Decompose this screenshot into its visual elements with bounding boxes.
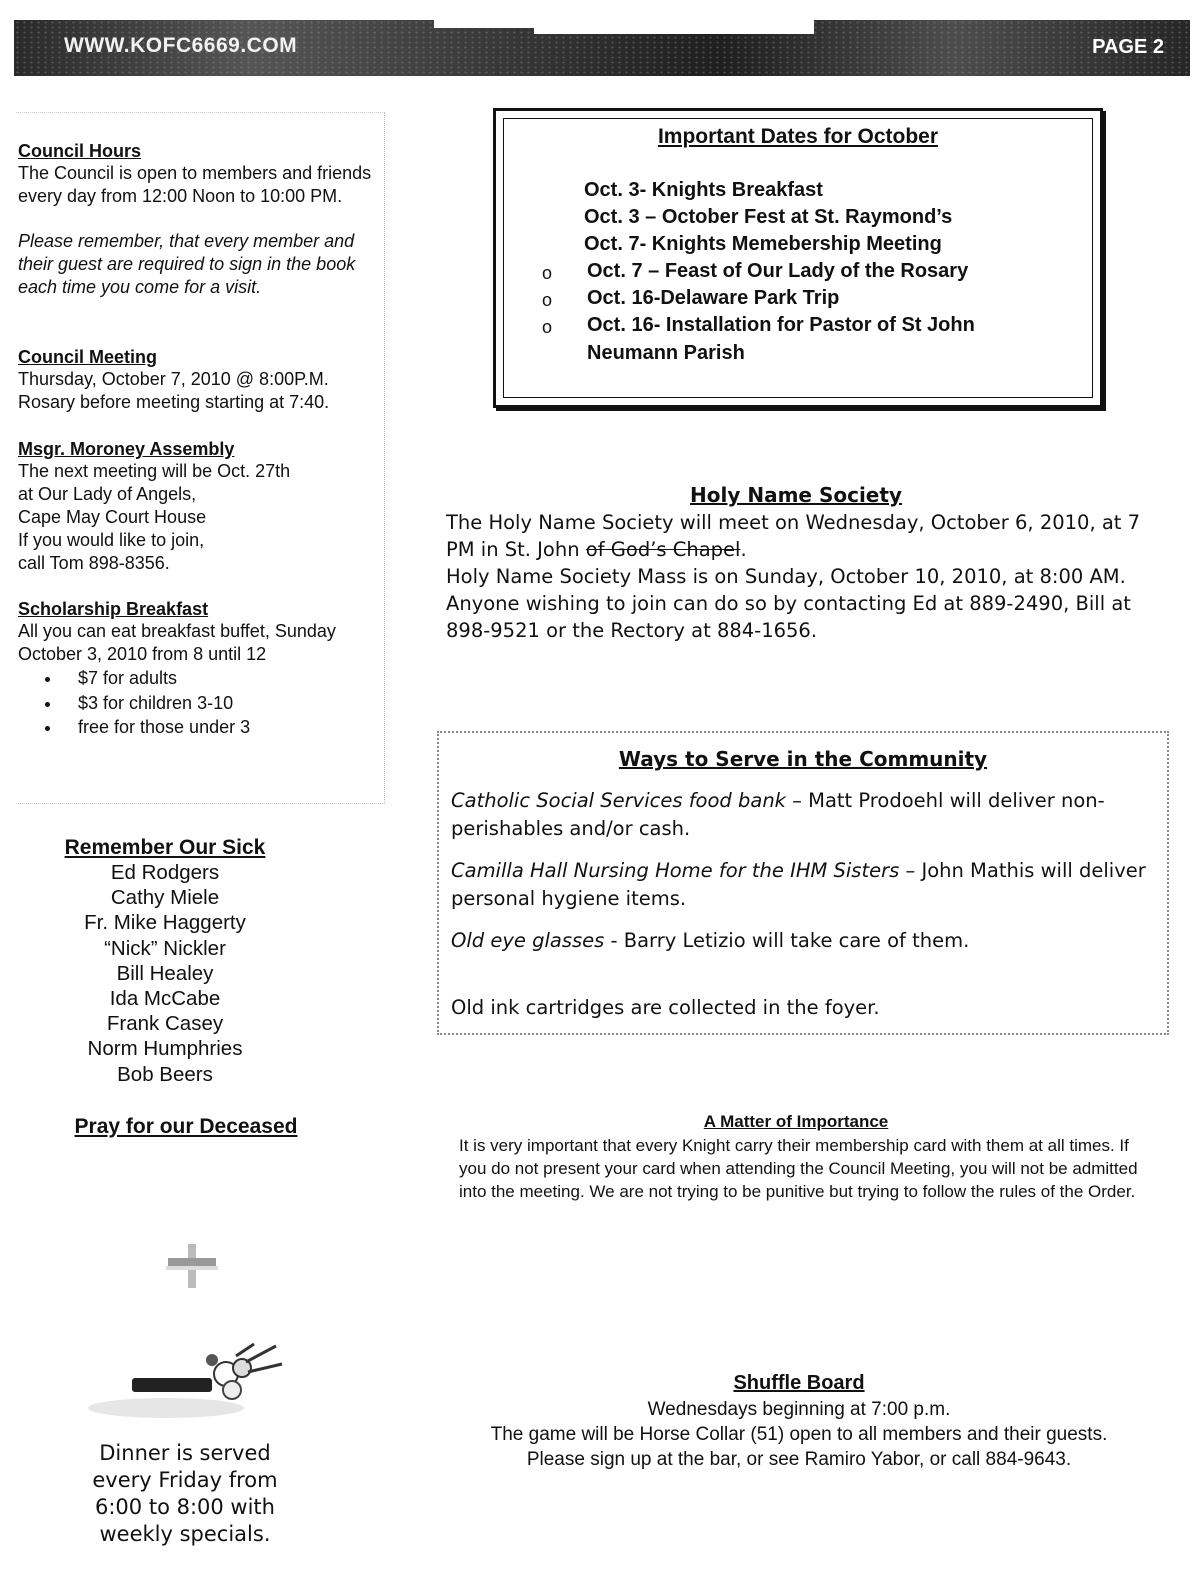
- dinner-line-1: Dinner is served: [99, 1441, 271, 1465]
- council-hours-note: Please remember, that every member and their guest are required to sign in the book each time you come for a visit.: [18, 231, 356, 297]
- flower-bouquet-icon: [86, 1342, 286, 1420]
- holy-name-paragraph-1: The Holy Name Society will meet on Wednesday, October 6, 2010, at 7 PM in St. John of God’s Chapel.: [446, 511, 1141, 561]
- list-item: Fr. Mike Haggerty: [84, 911, 246, 935]
- date-item: Oct. 3 – October Fest at St. Raymond’s: [584, 206, 953, 228]
- website-url[interactable]: WWW.KOFC6669.COM: [64, 34, 298, 57]
- council-hours-title: Council Hours: [18, 141, 142, 161]
- matter-title: A Matter of Importance: [703, 1112, 889, 1131]
- assembly-line-4: If you would like to join,: [18, 530, 205, 550]
- dinner-line-3: 6:00 to 8:00 with: [95, 1495, 275, 1519]
- ways-item: Camilla Hall Nursing Home for the IHM Sisters – John Mathis will deliver personal hygiene items.: [451, 859, 1146, 910]
- assembly-line-3: Cape May Court House: [18, 507, 207, 527]
- list-item: Cathy Miele: [110, 886, 220, 910]
- council-meeting-line-1: Thursday, October 7, 2010 @ 8:00P.M.: [18, 369, 329, 389]
- page-number: PAGE 2: [1092, 36, 1164, 58]
- ways-to-serve-box: [437, 731, 1169, 1035]
- sick-names: [40, 860, 290, 1087]
- holy-name-title: Holy Name Society: [690, 483, 902, 507]
- scholarship-text: All you can eat breakfast buffet, Sunday October 3, 2010 from 8 until 12: [18, 621, 336, 664]
- list-item: Ida McCabe: [109, 987, 221, 1011]
- bullet-marker: o: [542, 317, 553, 337]
- date-item: Neumann Parish: [587, 342, 745, 364]
- council-hours-section: [18, 141, 380, 299]
- shuffle-board-line-1: Wednesdays beginning at 7:00 p.m.: [647, 1399, 951, 1420]
- struck-text: of God’s Chapel: [585, 538, 741, 561]
- assembly-title: Msgr. Moroney Assembly: [18, 439, 235, 459]
- date-item: Oct. 3- Knights Breakfast: [584, 179, 823, 201]
- matter-text: It is very important that every Knight carry their membership card with them at all times. If you do not present your card when attending the Council Meeting, you will not be admitted into the meeting. We are not trying to be punitive but trying to follow the rules of the Order.: [459, 1136, 1138, 1201]
- list-item: Bob Beers: [117, 1062, 213, 1086]
- dinner-notice: [60, 1440, 310, 1548]
- bullet-marker: o: [542, 290, 553, 310]
- date-item: Oct. 16-Delaware Park Trip: [587, 287, 840, 309]
- council-meeting-line-2: Rosary before meeting starting at 7:40.: [18, 392, 330, 412]
- ways-title: Ways to Serve in the Community: [618, 747, 988, 771]
- holy-name-paragraph-2: Holy Name Society Mass is on Sunday, October 10, 2010, at 8:00 AM. Anyone wishing to join can do so by contacting Ed at 889-2490, Bill at 898-9521 or the Rectory at 884-1656.: [446, 565, 1131, 642]
- date-item: Oct. 7 – Feast of Our Lady of the Rosary: [587, 260, 969, 282]
- council-meeting-section: [18, 347, 380, 414]
- cross-icon: [160, 1244, 224, 1288]
- dinner-line-4: weekly specials.: [99, 1522, 271, 1546]
- ways-item: Catholic Social Services food bank – Matt Prodoehl will deliver non-perishables and/or cash.: [451, 789, 1105, 840]
- date-item: Oct. 16- Installation for Pastor of St John: [587, 314, 975, 336]
- list-item: Norm Humphries: [87, 1037, 243, 1061]
- date-item: Oct. 7- Knights Memebership Meeting: [584, 233, 942, 255]
- shuffle-board-title: Shuffle Board: [733, 1372, 865, 1394]
- assembly-line-1: The next meeting will be Oct. 27th: [18, 461, 291, 481]
- list-item: Ed Rodgers: [110, 861, 220, 884]
- assembly-line-2: at Our Lady of Angels,: [18, 484, 197, 504]
- bullet-marker: o: [542, 263, 553, 283]
- council-hours-text: The Council is open to members and friends every day from 12:00 Noon to 10:00 PM.: [18, 163, 372, 206]
- list-item: “Nick” Nickler: [104, 936, 226, 960]
- scholarship-title: Scholarship Breakfast: [18, 599, 209, 619]
- assembly-line-5: call Tom 898-8356.: [18, 553, 170, 573]
- list-item: • $3 for children 3-10: [62, 691, 380, 716]
- list-item: • free for those under 3: [62, 715, 380, 740]
- ways-item: Old eye glasses - Barry Letizio will take care of them.: [451, 929, 970, 952]
- sick-title: Remember Our Sick: [64, 836, 266, 859]
- ways-item: Old ink cartridges are collected in the foyer.: [451, 996, 880, 1019]
- deceased-title: Pray for our Deceased: [74, 1115, 298, 1138]
- dinner-line-2: every Friday from: [92, 1468, 278, 1492]
- holy-name-body: [446, 509, 1166, 644]
- council-meeting-title: Council Meeting: [18, 347, 157, 367]
- shuffle-board-text: [470, 1397, 1128, 1472]
- scholarship-price-list: [18, 666, 380, 740]
- shuffle-board-details: The game will be Horse Collar (51) open to all members and their guests. Please sign up at the bar, or see Ramiro Yabor, or call 884-9643.: [490, 1424, 1108, 1470]
- assembly-section: [18, 439, 380, 575]
- scholarship-section: [18, 599, 380, 740]
- list-item: Frank Casey: [106, 1012, 224, 1036]
- header-banner: [14, 20, 1190, 76]
- sick-list-section: [40, 836, 290, 1087]
- important-dates-box: [493, 108, 1103, 408]
- list-item: Bill Healey: [116, 961, 214, 985]
- important-dates-title: Important Dates for October: [657, 125, 939, 148]
- list-item: • $7 for adults: [62, 666, 380, 691]
